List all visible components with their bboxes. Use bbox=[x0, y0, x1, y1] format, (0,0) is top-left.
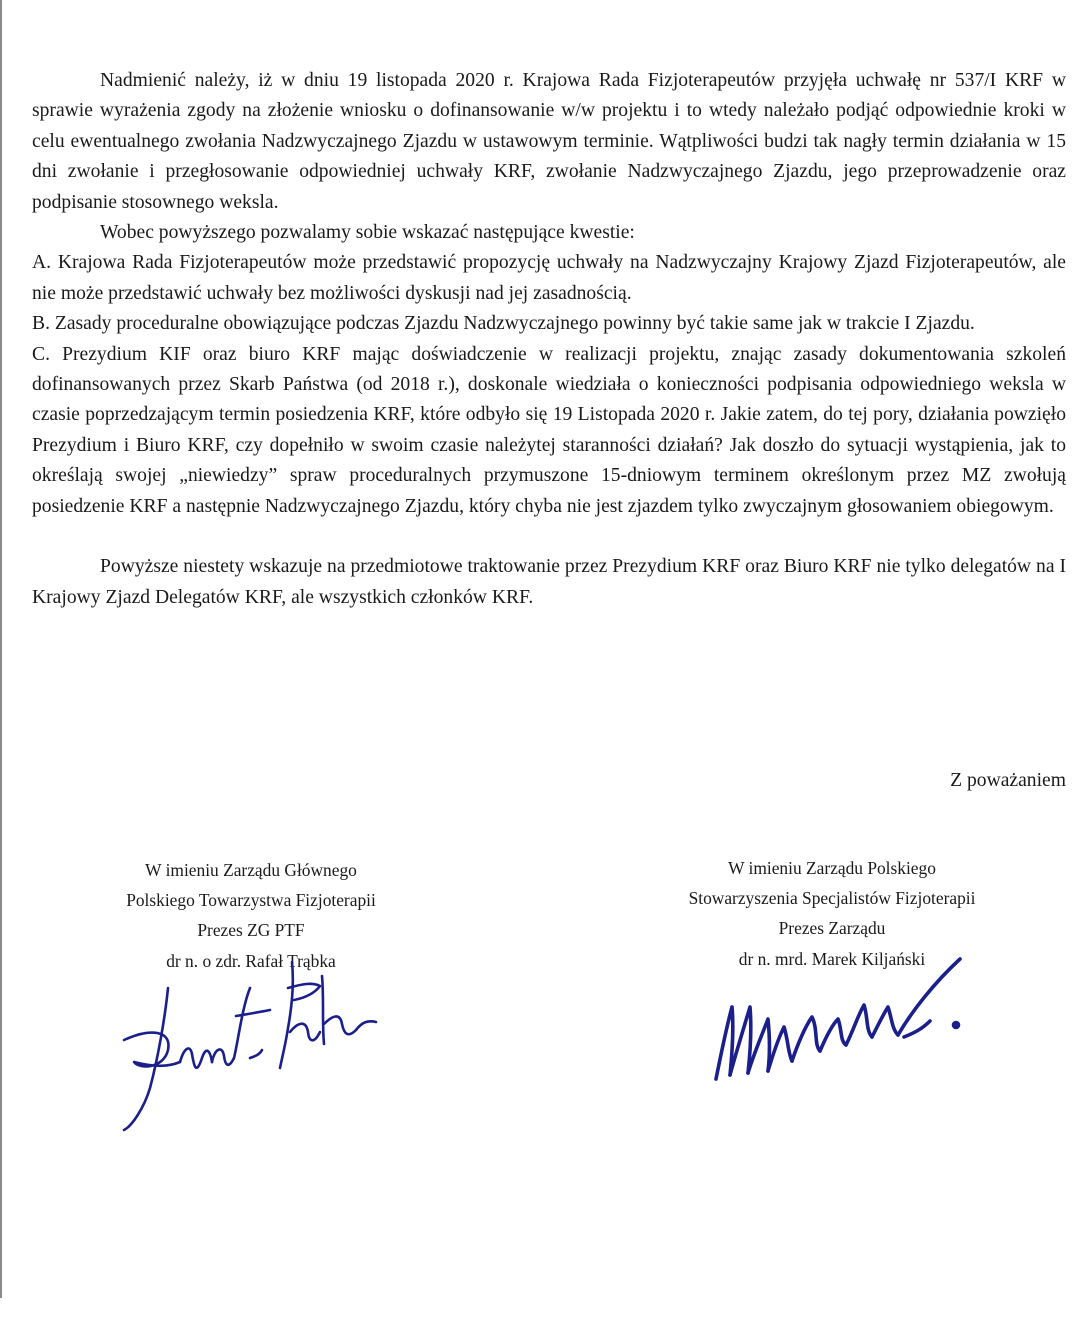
point-c: C. Prezydium KIF oraz biuro KRF mając doświadczenie w realizacji projektu, znając zasady dokumentowania szkoleń dofinansowanych przez Skarb Państwa (od 2018 r.), doskonale wiedziała o konieczności podpisania odpowiedniego weksla w czasie poprzedzającym termin posiedzenia KRF, które odbyło się 19 Listopada 2020 r. Jakie zatem, do tej pory, działania powzięło Prezydium i Biuro KRF, czy dopełniło w swoim czasie należytej staranności działań? Jak doszło do sytuacji wystąpienia, jak to określają swojej „niewiedzy” spraw proceduralnych przymuszone 15-dniowym terminem określonym przez MZ zwołują posiedzenie KRF a następnie Nadzwyczajnego Zjazdu, który chyba nie jest zjazdem tylko zwyczajnym głosowaniem obiegowym. bbox=[32, 343, 1066, 517]
point-a: A. Krajowa Rada Fizjoterapeutów może przedstawić propozycję uchwały na Nadzwyczajny Krajowy Zjazd Fizjoterapeutów, ale nie może przedstawić uchwały bez możliwości dyskusji nad jej zasadnością. bbox=[32, 252, 1066, 304]
signatory-left-line-2: Polskiego Towarzystwa Fizjoterapii bbox=[126, 890, 376, 911]
signatory-right-name: dr n. mrd. Marek Kiljański bbox=[738, 948, 926, 969]
paragraph-conclusion: Powyższe niestety wskazuje na przedmiotowe traktowanie przez Prezydium KRF oraz Biuro KRF nie tylko delegatów na I Krajowy Zjazd Delegatów KRF, ale wszystkich członków KRF. bbox=[32, 556, 1066, 608]
paragraph-intro: Nadmienić należy, iż w dniu 19 listopada 2020 r. Krajowa Rada Fizjoterapeutów przyjęła uchwałę nr 537/I KRF w sprawie wyrażenia zgody na złożenie wniosku o dofinansowanie w/w projektu i to wtedy należało podjąć odpowiednie kroki w celu ewentualnego zwołania Nadzwyczajnego Zjazdu w ustawowym terminie. Wątpliwości budzi tak nagły termin działania w 15 dni zwołanie i przegłosowanie odpowiedniej uchwały KRF, zwołanie Nadzwyczajnego Zjazdu, jego przeprowadzenie oraz podpisanie stosownego weksla. bbox=[32, 70, 1066, 213]
signatory-left-line-1: W imieniu Zarządu Głównego bbox=[145, 860, 357, 880]
handwritten-signature-right bbox=[708, 955, 978, 1095]
page-bottom-margin bbox=[0, 1298, 1080, 1344]
signatory-right-line-2: Stowarzyszenia Specjalistów Fizjoterapii bbox=[688, 888, 976, 909]
paragraph-issues-lead: Wobec powyższego pozwalamy sobie wskazać następujące kwestie: bbox=[100, 222, 635, 244]
point-b: B. Zasady proceduralne obowiązujące podczas Zjazdu Nadzwyczajnego powinny być takie same jak w trakcie I Zjazdu. bbox=[32, 313, 975, 335]
signatory-left-name: dr n. o zdr. Rafał Trąbka bbox=[166, 950, 336, 971]
handwritten-signature-left bbox=[110, 958, 390, 1138]
paragraph-gap bbox=[32, 522, 1066, 552]
signatory-left-title: Prezes ZG PTF bbox=[197, 920, 305, 941]
closing-salutation: Z poważaniem bbox=[950, 770, 1066, 791]
signatory-right-title: Prezes Zarządu bbox=[778, 918, 886, 939]
scan-left-edge bbox=[0, 0, 2, 1344]
letter-body bbox=[32, 66, 1066, 613]
signatory-right-line-1: W imieniu Zarządu Polskiego bbox=[728, 858, 936, 878]
